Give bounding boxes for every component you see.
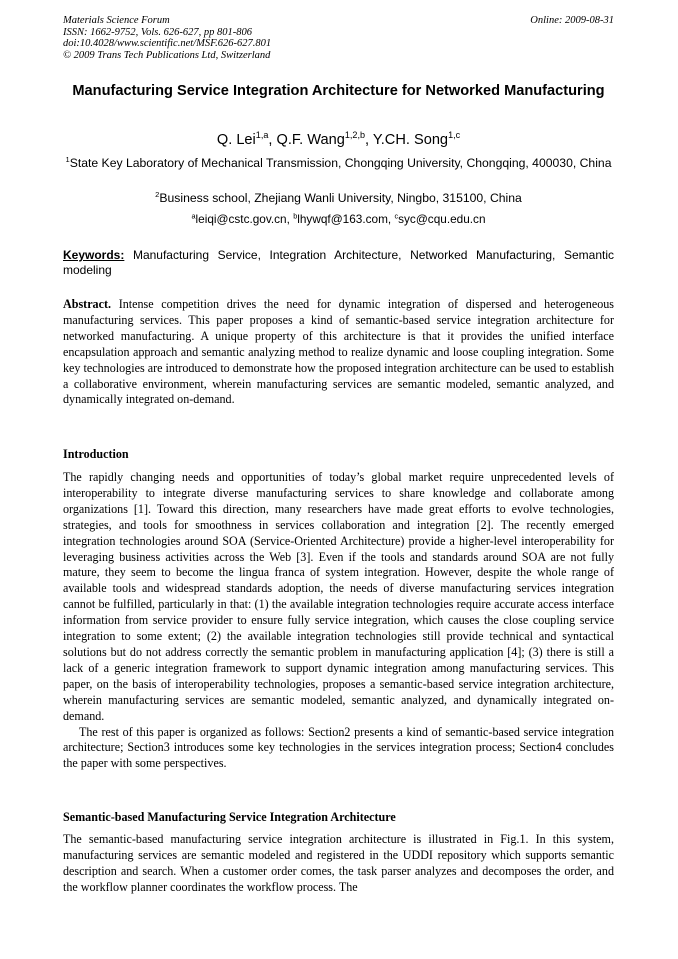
affiliation-1 (63, 156, 614, 171)
email-address[interactable]: syc@cqu.edu.cn (398, 212, 486, 226)
email-sup: a (191, 211, 196, 221)
keywords (63, 248, 614, 277)
copyright-line: © 2009 Trans Tech Publications Ltd, Switzerland (63, 49, 271, 61)
section2-heading: Semantic-based Manufacturing Service Integration Architecture (63, 810, 396, 824)
section2-paragraph-1: The semantic-based manufacturing service integration architecture is illustrated in Fig.1. In this system, manufacturing services are semantic modeled and registered in the UDDI repository which supports semantic description and search. When a customer order comes, the task parser analyzes and decomposes the order, and the workflow planner coordinates the workflow process. The (63, 832, 614, 894)
keywords-text: Manufacturing Service, Integration Architecture, Networked Manufacturing, Semantic modeling (63, 248, 614, 277)
doi-line[interactable]: doi:10.4028/www.scientific.net/MSF.626-627.801 (63, 38, 272, 49)
author-affil-sup: 1,2,b (344, 130, 366, 141)
author-name: Y.CH. Song (372, 132, 449, 148)
online-date: Online: 2009-08-31 (530, 15, 614, 26)
journal-name: Materials Science Forum (63, 15, 170, 26)
affiliation-text: State Key Laboratory of Mechanical Transmission, Chongqing University, Chongqing, 400030, China (69, 156, 612, 170)
email-sup: b (293, 211, 298, 221)
author-line (63, 131, 614, 149)
affiliation-sup: 2 (155, 190, 160, 200)
abstract-label: Abstract. (63, 297, 112, 311)
abstract (63, 297, 614, 408)
author-emails (63, 212, 614, 227)
author-name: Q.F. Wang (276, 132, 345, 148)
introduction-paragraph-2: The rest of this paper is organized as follows: Section2 presents a kind of semantic-based service integration architecture; Section3 introduces some key technologies in the services integration process; Section4 concludes the paper with some perspectives. (63, 724, 614, 771)
affiliation-2 (63, 191, 614, 206)
email-sup: c (394, 211, 399, 221)
paper-title: Manufacturing Service Integration Architecture for Networked Manufacturing (72, 83, 605, 99)
affiliation-text: Business school, Zhejiang Wanli University, Ningbo, 315100, China (159, 191, 522, 205)
author-name: Q. Lei (216, 132, 256, 148)
introduction-body (63, 470, 614, 772)
author-separator: , (365, 132, 373, 148)
introduction-heading: Introduction (63, 447, 129, 461)
keywords-label: Keywords: (63, 248, 125, 262)
author-separator: , (268, 132, 277, 148)
email-address[interactable]: lhywqf@163.com, (297, 212, 395, 226)
abstract-text: Intense competition drives the need for dynamic integration of dispersed and heterogeneous manufacturing services. This paper proposes a kind of semantic-based service integration architecture for networked manufacturing. A unique property of this architecture is that it provides the unified interface encapsulation approach and semantic analyzing method to realize dynamic and loose coupling integration. Some key technologies are introduced to demonstrate how the proposed integration architecture can be used to establish a collaborative environment, wherein manufacturing services are semantic modeled, semantic analyzed, and dynamically integrated on-demand. (63, 297, 614, 407)
author-affil-sup: 1,c (448, 130, 461, 141)
introduction-paragraph-1: The rapidly changing needs and opportunities of today’s global market require unprecedented levels of interoperability to integrate diverse manufacturing services to share knowledge and collaborate among organizations [1]. Toward this direction, many researchers have made great efforts to evolve technologies, strategies, and tools for smoothness in services collaboration and integration [2]. The recently emerged integration technologies around SOA (Service-Oriented Architecture) provide a higher-level interoperability for leveraging business activities across the Web [3]. Even if the tools and standards around SOA are not fully mature, they seem to become the lingua franca of system integration. However, despite the whole range of available tools and widespread standards adoption, the needs of diverse manufacturing services integration cannot be fulfilled, particularly in that: (1) the available integration technologies require accurate access interface information from service provider to ensure fully service integration, which causes the close coupling service integration to some extent; (2) the available integration technologies still provide technical and syntactical solutions but do not address correctly the semantic problem in manufacturing application [4]; (3) there is still a lack of a generic integration framework to support dynamic integration among manufacturing services. This paper, on the basis of interoperability technologies, proposes a semantic-based service integration architecture, wherein manufacturing services are semantic modeled, semantic analyzed, and dynamically integrated on-demand. (63, 470, 614, 723)
author-affil-sup: 1,a (255, 130, 269, 141)
issn-line: ISSN: 1662-9752, Vols. 626-627, pp 801-806 (63, 26, 252, 38)
journal-header (63, 15, 271, 61)
email-address[interactable]: leiqi@cstc.gov.cn, (195, 212, 294, 226)
affiliation-sup: 1 (65, 155, 70, 165)
